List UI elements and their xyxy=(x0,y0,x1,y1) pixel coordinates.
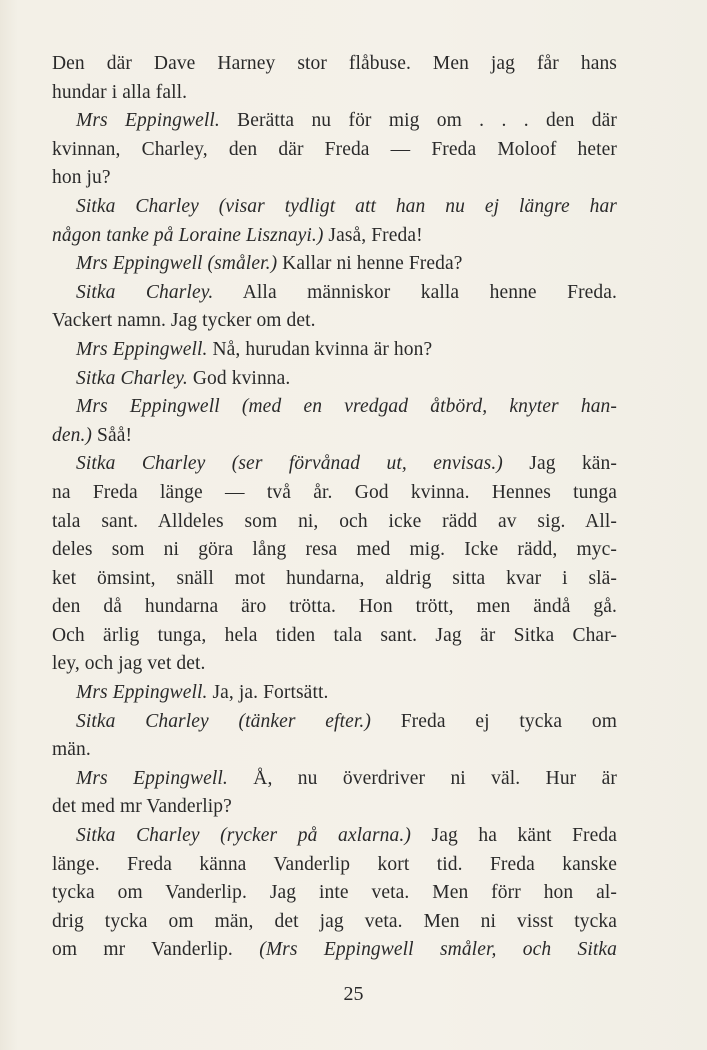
text-line xyxy=(52,793,617,822)
text-line xyxy=(52,107,617,136)
text-line xyxy=(52,450,617,479)
body-text: Ja, ja. Fortsätt. xyxy=(207,682,329,704)
text-line xyxy=(52,307,617,336)
body-text: ley, och jag vet det. xyxy=(52,653,206,675)
body-text: na Freda länge — två år. God kvinna. Hennes tunga xyxy=(52,481,617,503)
body-text: den då hundarna äro trötta. Hon trött, men ändå gå. xyxy=(52,596,617,618)
italic-text: Sitka Charley (tänker efter.) xyxy=(76,710,371,732)
body-text: Å, nu överdriver ni väl. Hur är xyxy=(227,767,617,789)
text-line xyxy=(52,708,617,737)
text-line xyxy=(52,422,617,451)
text-line xyxy=(52,679,617,708)
body-text: Såå! xyxy=(92,424,133,446)
italic-text: Sitka Charley. xyxy=(76,281,214,303)
text-line xyxy=(52,250,617,279)
text-line xyxy=(52,650,617,679)
italic-text: den.) xyxy=(52,424,93,446)
italic-text: Sitka Charley (rycker på axlarna.) xyxy=(76,825,411,847)
text-line xyxy=(52,479,617,508)
text-line xyxy=(52,79,617,108)
body-text: länge. Freda känna Vanderlip kort tid. Freda kanske xyxy=(52,853,617,875)
text-line xyxy=(52,851,617,880)
text-line xyxy=(52,365,617,394)
text-line xyxy=(52,193,617,222)
body-text: tala sant. Alldeles som ni, och icke rädd av sig. All- xyxy=(52,510,617,532)
body-text: hundar i alla fall. xyxy=(52,81,188,103)
text-line xyxy=(52,822,617,851)
italic-text: Mrs Eppingwell (med en vredgad åtbörd, knyter han- xyxy=(76,396,617,418)
text-line xyxy=(52,136,617,165)
body-text: Berätta nu för mig om . . . den där xyxy=(219,110,618,132)
page-number: 25 xyxy=(343,983,364,1005)
text-line xyxy=(52,536,617,565)
body-text: drig tycka om män, det jag veta. Men ni visst tycka xyxy=(52,910,617,932)
body-text: tycka om Vanderlip. Jag inte veta. Men förr hon al- xyxy=(52,882,617,904)
body-text: det med mr Vanderlip? xyxy=(52,796,232,818)
body-text: män. xyxy=(52,739,91,761)
text-line xyxy=(52,765,617,794)
body-text: deles som ni göra lång resa med mig. Icke rädd, myc- xyxy=(52,539,617,561)
text-line xyxy=(52,279,617,308)
text-line xyxy=(52,593,617,622)
italic-text: Mrs Eppingwell. xyxy=(76,767,228,789)
italic-text: Mrs Eppingwell. xyxy=(76,110,220,132)
body-text: Kallar ni henne Freda? xyxy=(277,253,463,275)
page-text xyxy=(52,50,617,965)
text-line xyxy=(52,222,617,251)
text-line xyxy=(52,736,617,765)
body-text: Den där Dave Harney stor flåbuse. Men jag får hans xyxy=(52,53,617,74)
text-line xyxy=(52,908,617,937)
text-line xyxy=(52,508,617,537)
italic-text: någon tanke på Loraine Lisznayi.) xyxy=(52,224,324,246)
italic-text: Mrs Eppingwell (småler.) xyxy=(76,253,278,275)
text-line xyxy=(52,936,617,965)
text-line xyxy=(52,164,617,193)
body-text: Jag ha känt Freda xyxy=(410,825,617,847)
body-text: Freda ej tycka om xyxy=(370,710,618,732)
body-text: Vackert namn. Jag tycker om det. xyxy=(52,310,316,332)
italic-text: Mrs Eppingwell. xyxy=(76,682,208,704)
body-text: Alla människor kalla henne Freda. xyxy=(213,281,618,303)
body-text: Nå, hurudan kvinna är hon? xyxy=(207,338,433,360)
text-line xyxy=(52,336,617,365)
body-text: God kvinna. xyxy=(187,367,291,389)
body-text: Jaså, Freda! xyxy=(323,224,423,246)
body-text: hon ju? xyxy=(52,167,111,189)
italic-text: (Mrs Eppingwell småler, och Sitka xyxy=(232,939,617,961)
body-text: Jag kän- xyxy=(502,453,617,475)
text-line xyxy=(52,50,617,79)
italic-text: Sitka Charley (visar tydligt att han nu ej längre har xyxy=(76,195,617,217)
text-line xyxy=(52,879,617,908)
body-text: kvinnan, Charley, den där Freda — Freda Moloof heter xyxy=(52,138,617,160)
text-line xyxy=(52,565,617,594)
body-text: Och ärlig tunga, hela tiden tala sant. Jag är Sitka Char- xyxy=(52,624,617,646)
italic-text: Mrs Eppingwell. xyxy=(76,338,208,360)
text-line xyxy=(52,393,617,422)
body-text: ket ömsint, snäll mot hundarna, aldrig sitta kvar i slä- xyxy=(52,567,617,589)
italic-text: Sitka Charley. xyxy=(76,367,188,389)
italic-text: Sitka Charley (ser förvånad ut, envisas.) xyxy=(76,453,503,475)
text-line xyxy=(52,622,617,651)
body-text: om mr Vanderlip. xyxy=(52,939,233,961)
